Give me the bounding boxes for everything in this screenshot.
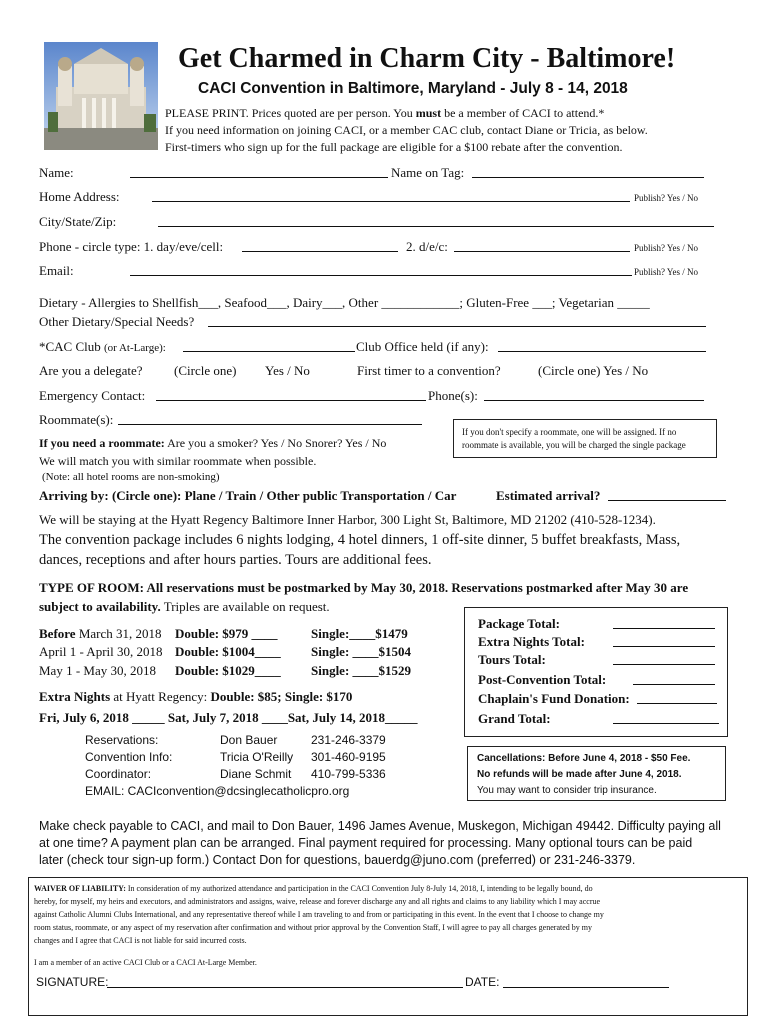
- contact-phone-1: 231-246-3379: [311, 733, 386, 747]
- phone-2-label: 2. d/e/c:: [406, 239, 448, 254]
- cancellations-line-3: You may want to consider trip insurance.: [477, 785, 657, 796]
- extra-nights: Extra Nights at Hyatt Regency: Double: $85; Single: $170: [39, 689, 353, 704]
- price-row-2-date: April 1 - April 30, 2018: [39, 644, 163, 659]
- emergency-phone-field[interactable]: [484, 388, 704, 401]
- match-roommate: We will match you with similar roommate when possible.: [39, 454, 317, 468]
- emergency-contact-label: Emergency Contact:: [39, 388, 146, 403]
- room-type-line-1: TYPE OF ROOM: All reservations must be postmarked by May 30, 2018. Reservations postmarked after May 30 are: [39, 580, 689, 595]
- price-row-1-double[interactable]: Double: $979 ____: [175, 626, 278, 641]
- waiver-line-5: changes and I agree that CACI is not liable for said incurred costs.: [34, 936, 247, 945]
- tours-total-field[interactable]: [613, 652, 715, 665]
- signature-label: SIGNATURE:: [36, 975, 109, 989]
- baltimore-building-photo: [44, 42, 158, 150]
- publish-address[interactable]: Publish? Yes / No: [634, 193, 699, 203]
- totals-box: [464, 607, 728, 737]
- delegate-circle-one: (Circle one): [174, 363, 237, 378]
- emergency-contact-field[interactable]: [156, 388, 426, 401]
- estimated-arrival-label: Estimated arrival?: [496, 488, 601, 503]
- home-address-field[interactable]: [152, 189, 630, 202]
- payment-line-1: Make check payable to CACI, and mail to Don Bauer, 1496 James Avenue, Muskegon, Michigan 49442. Difficulty paying all: [39, 819, 721, 833]
- home-address-label: Home Address:: [39, 189, 120, 204]
- page-title: Get Charmed in Charm City - Baltimore!: [178, 43, 676, 74]
- price-row-3-date: May 1 - May 30, 2018: [39, 663, 156, 678]
- price-row-2-single[interactable]: Single: ____$1504: [311, 644, 412, 659]
- need-roommate-line[interactable]: If you need a roommate: Are you a smoker? Yes / No Snorer? Yes / No: [39, 436, 387, 450]
- hotel-info: We will be staying at the Hyatt Regency Baltimore Inner Harbor, 300 Light St, Baltimore, MD 21202 (410-528-1234).: [39, 512, 656, 527]
- price-row-3-single[interactable]: Single: ____$1529: [311, 663, 412, 678]
- cac-club-field[interactable]: [183, 339, 355, 352]
- tours-total-label: Tours Total:: [478, 652, 546, 667]
- package-total-label: Package Total:: [478, 616, 560, 631]
- delegate-yes-no[interactable]: Yes / No: [265, 363, 310, 378]
- dietary-line[interactable]: Dietary - Allergies to Shellfish___, Seafood___, Dairy___, Other ____________; Gluten-Free ___; Vegetarian _____: [39, 295, 650, 310]
- signature-field[interactable]: [107, 975, 463, 988]
- delegate-label: Are you a delegate?: [39, 363, 143, 378]
- post-convention-total-label: Post-Convention Total:: [478, 672, 607, 687]
- name-label: Name:: [39, 165, 74, 180]
- date-label: DATE:: [465, 975, 500, 989]
- chaplain-fund-field[interactable]: [637, 691, 717, 704]
- estimated-arrival-field[interactable]: [608, 488, 726, 501]
- price-row-1-date: Before March 31, 2018: [39, 626, 162, 641]
- cancellations-line-1: Cancellations: Before June 4, 2018 - $50 Fee.: [477, 753, 691, 764]
- cac-club-label: *CAC Club (or At-Large):: [39, 339, 166, 354]
- name-field[interactable]: [130, 165, 388, 178]
- chaplain-fund-label: Chaplain's Fund Donation:: [478, 691, 630, 706]
- price-row-1-single[interactable]: Single:____$1479: [311, 626, 408, 641]
- publish-phone[interactable]: Publish? Yes / No: [634, 243, 699, 253]
- first-timer-yes-no[interactable]: (Circle one) Yes / No: [538, 363, 649, 378]
- waiver-line-1: WAIVER OF LIABILITY: In consideration of my authorized attendance and participation in the CACI Convention July 8-July 14, 2018, I, intending to be legally bound, do: [34, 884, 593, 893]
- roommate-note: If you don't specify a roommate, one will be assigned. If no roommate is available, you will be charged the single package: [462, 427, 686, 450]
- payment-line-3: later (check tour sign-up form.) Contact Don for questions, bauerdg@juno.com (preferred) or 231-246-3379.: [39, 853, 636, 867]
- waiver-line-3: against Catholic Alumni Clubs International, and any representative thereof while I am traveling to and from or participating in this event. In the event that I choose to change my: [34, 910, 604, 919]
- room-type-line-2: subject to availability. Triples are available on request.: [39, 599, 330, 614]
- contact-phone-3: 410-799-5336: [311, 767, 386, 781]
- name-on-tag-field[interactable]: [472, 165, 704, 178]
- cancellations-line-2: No refunds will be made after June 4, 2018.: [477, 769, 682, 780]
- contact-name-3: Diane Schmit: [220, 767, 292, 781]
- arriving-by[interactable]: Arriving by: (Circle one): Plane / Train / Other public Transportation / Car: [39, 488, 457, 503]
- grand-total-field[interactable]: [613, 711, 719, 724]
- building-illustration: [44, 42, 158, 150]
- date-field[interactable]: [503, 975, 669, 988]
- extra-nights-total-field[interactable]: [613, 634, 715, 647]
- first-timer-label: First timer to a convention?: [357, 363, 501, 378]
- contact-email[interactable]: EMAIL: CACIconvention@dcsinglecatholicpro.org: [85, 784, 350, 798]
- club-office-field[interactable]: [498, 339, 706, 352]
- package-line-1: The convention package includes 6 nights lodging, 4 hotel dinners, 1 off-site dinner, 5 buffet breakfasts, Mass,: [39, 532, 681, 548]
- intro-line-3: First-timers who sign up for the full package are eligible for a $100 rebate after the convention.: [165, 140, 623, 154]
- email-label: Email:: [39, 263, 74, 278]
- cancellations-box: [467, 746, 726, 801]
- emergency-phone-label: Phone(s):: [428, 388, 478, 403]
- name-on-tag-label: Name on Tag:: [391, 165, 465, 180]
- city-state-zip-field[interactable]: [158, 214, 714, 227]
- waiver-line-4: room status, roommate, or any aspect of my reservation after confirmation and without prior approval by the Convention Staff, I will agree to pay all charges generated by my: [34, 923, 592, 932]
- price-row-3-double[interactable]: Double: $1029____: [175, 663, 281, 678]
- post-convention-total-field[interactable]: [633, 672, 715, 685]
- payment-line-2: at one time? A payment plan can be arranged. Final payment required for processing. Many optional tours can be paid: [39, 836, 693, 850]
- waiver-box: [28, 877, 748, 1016]
- club-office-label: Club Office held (if any):: [356, 339, 489, 354]
- city-state-zip-label: City/State/Zip:: [39, 214, 117, 229]
- intro-line-2: If you need information on joining CACI, or a member CAC club, contact Diane or Tricia, as below.: [165, 123, 648, 137]
- grand-total-label: Grand Total:: [478, 711, 551, 726]
- contact-role-3: Coordinator:: [85, 767, 152, 781]
- contact-name-1: Don Bauer: [220, 733, 278, 747]
- roommates-field[interactable]: [118, 412, 422, 425]
- phone-1-field[interactable]: [242, 239, 398, 252]
- phone-2-field[interactable]: [454, 239, 630, 252]
- contact-role-2: Convention Info:: [85, 750, 173, 764]
- contact-phone-2: 301-460-9195: [311, 750, 386, 764]
- intro-line-1: PLEASE PRINT. Prices quoted are per person. You must be a member of CACI to attend.*: [165, 106, 605, 120]
- waiver-line-2: hereby, for myself, my heirs and executors, and administrators and assigns, waive, release and forever discharge any and all rights and claims to any liability which I may accrue: [34, 897, 601, 906]
- phone-label: Phone - circle type: 1. day/eve/cell:: [39, 239, 224, 254]
- contact-name-2: Tricia O'Reilly: [220, 750, 294, 764]
- extra-nights-total-label: Extra Nights Total:: [478, 634, 585, 649]
- member-statement: I am a member of an active CACI Club or a CACI At-Large Member.: [34, 958, 257, 967]
- other-dietary-label: Other Dietary/Special Needs?: [39, 314, 195, 329]
- roommates-label: Roommate(s):: [39, 412, 114, 427]
- non-smoking-note: (Note: all hotel rooms are non-smoking): [42, 471, 220, 483]
- package-total-field[interactable]: [613, 616, 715, 629]
- price-row-2-double[interactable]: Double: $1004____: [175, 644, 281, 659]
- contact-role-1: Reservations:: [85, 733, 159, 747]
- publish-email[interactable]: Publish? Yes / No: [634, 267, 699, 277]
- other-dietary-field[interactable]: [208, 314, 706, 327]
- subtitle: CACI Convention in Baltimore, Maryland - July 8 - 14, 2018: [198, 80, 628, 97]
- roommate-note-box: [453, 419, 717, 458]
- extra-nights-dates[interactable]: Fri, July 6, 2018 _____ Sat, July 7, 2018 ____Sat, July 14, 2018_____: [39, 710, 418, 725]
- package-line-2: dances, receptions and after hours parties. Tours are additional fees.: [39, 552, 432, 568]
- email-field[interactable]: [130, 263, 632, 276]
